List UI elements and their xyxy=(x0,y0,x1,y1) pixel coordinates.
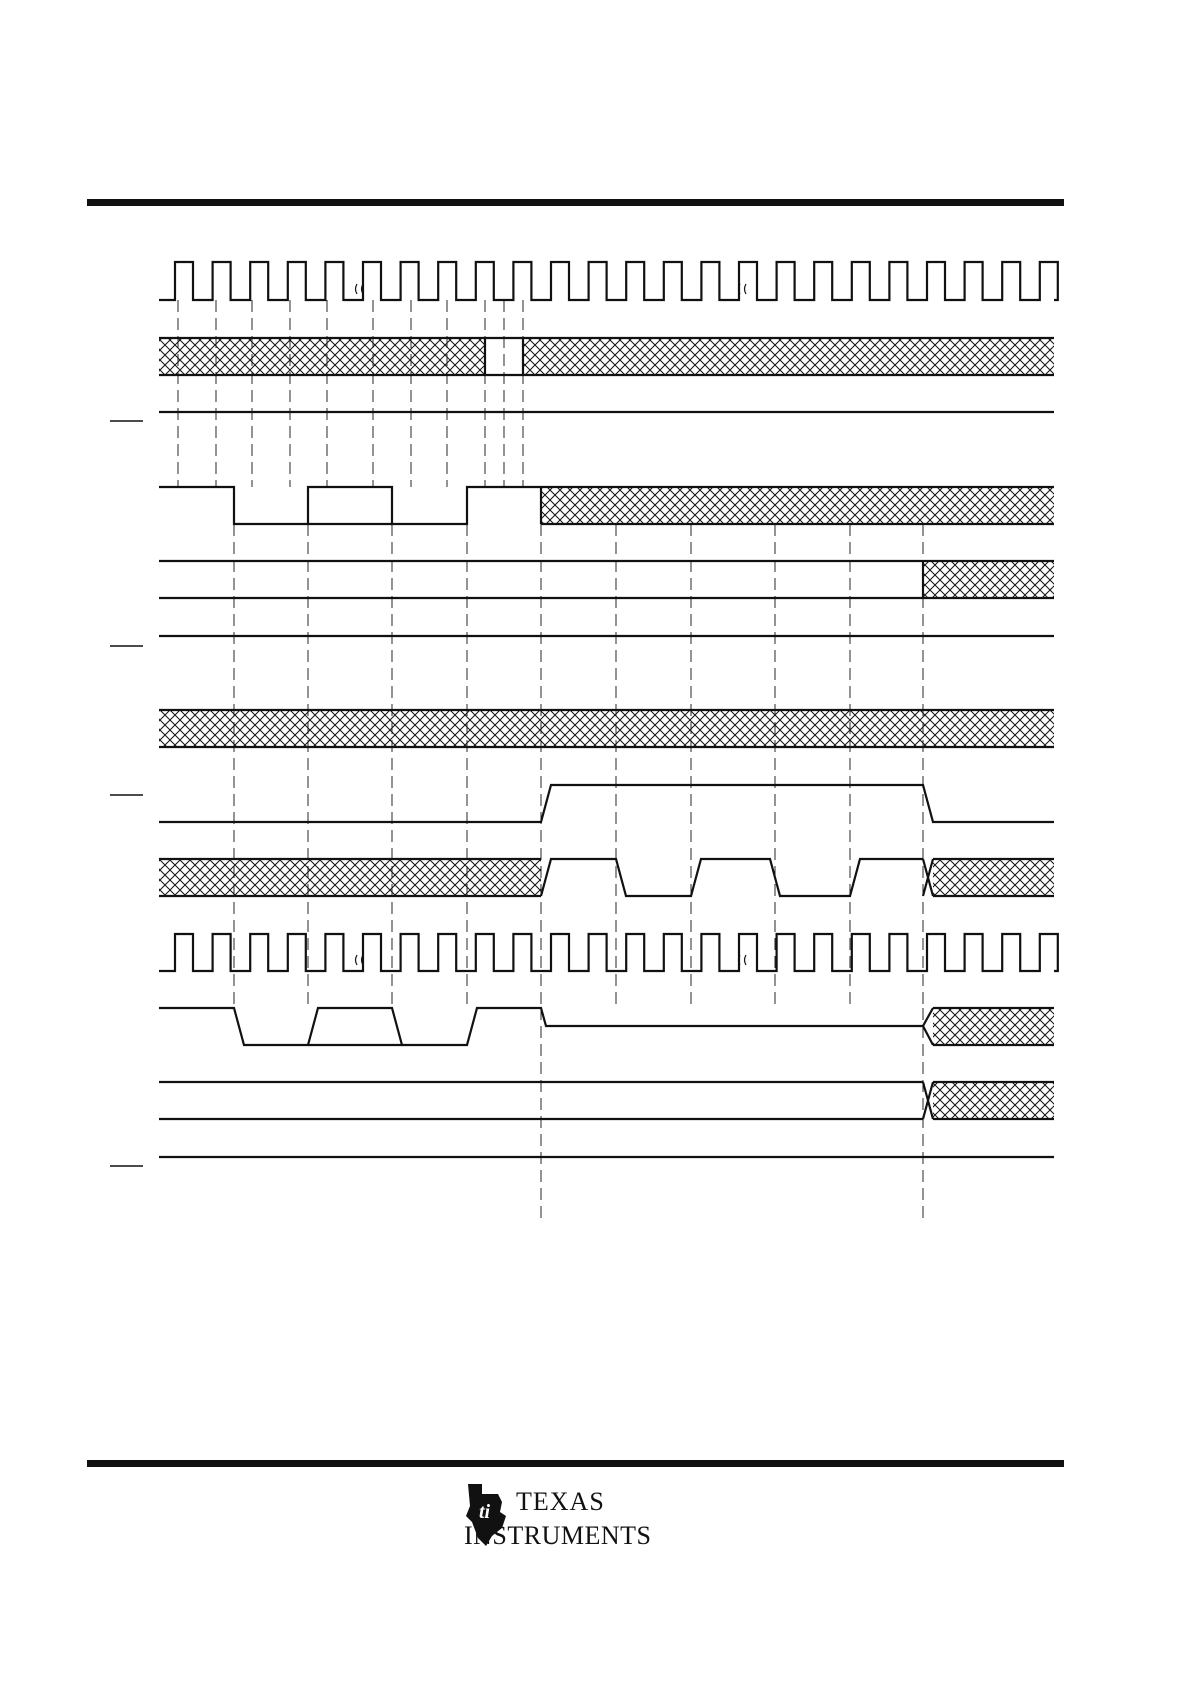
clock-top-break-1 xyxy=(356,284,364,294)
signal-waveforms xyxy=(159,262,1058,1157)
signal-label-overbars xyxy=(110,421,143,1166)
line-8-trace xyxy=(159,785,1054,822)
bus-7-hatch xyxy=(159,710,1054,747)
data-11-transition xyxy=(923,1008,933,1045)
clock-top xyxy=(159,262,1058,300)
ti-logo xyxy=(462,1476,672,1552)
data-9-transition xyxy=(923,859,933,896)
data-4-hatch xyxy=(541,487,1054,524)
bus-1-hatch-right xyxy=(523,338,1054,375)
data-4-trace xyxy=(159,487,541,524)
data-9-trace xyxy=(541,859,923,896)
timing-reference-lines xyxy=(178,300,923,1222)
logo-line-2: INSTRUMENTS xyxy=(464,1521,652,1550)
data-9-hatch-right xyxy=(933,859,1054,896)
clock-bottom-break-1 xyxy=(356,955,364,965)
bus-1-hatch-left xyxy=(159,338,485,375)
bus-5-hatch xyxy=(923,561,1054,598)
data-9-hatch-left xyxy=(159,859,541,896)
clock-top-trace xyxy=(159,262,1058,300)
bus-12-hatch xyxy=(933,1082,1054,1119)
bus-5-rails xyxy=(159,561,1054,598)
data-11-hatch xyxy=(933,1008,1054,1045)
footer-rule xyxy=(87,1460,1064,1467)
logo-line-1: TEXAS xyxy=(516,1487,605,1516)
svg-text:ti: ti xyxy=(479,1501,491,1523)
bus-12-transition xyxy=(923,1082,933,1119)
